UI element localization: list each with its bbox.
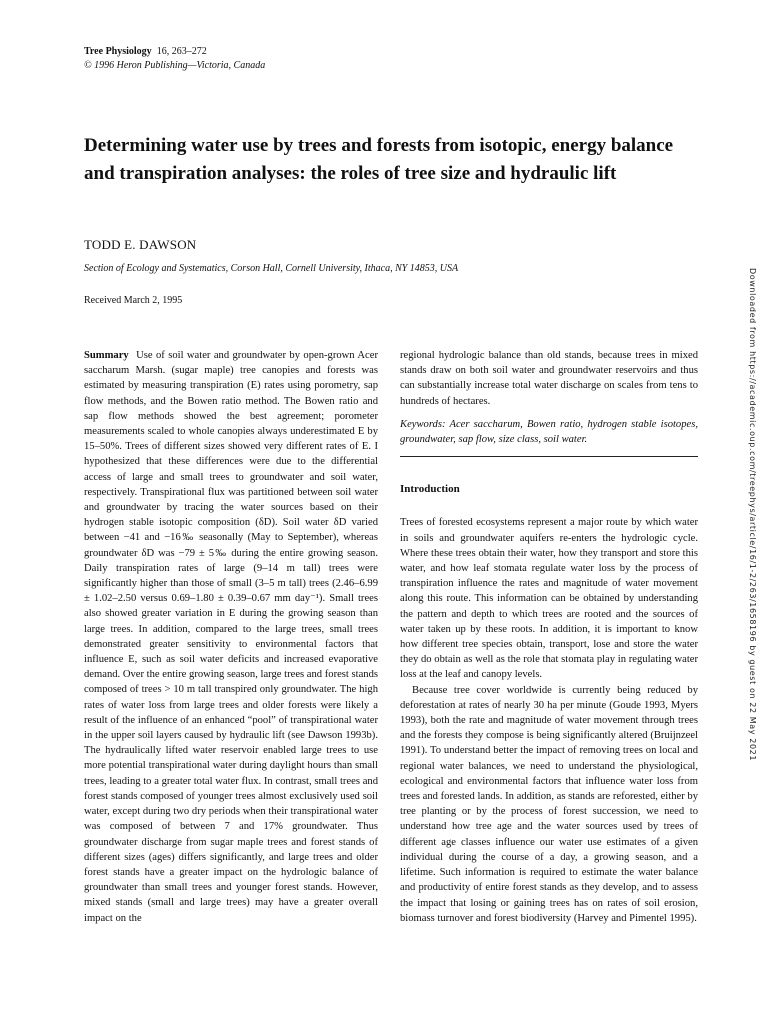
received-date: Received March 2, 1995 <box>84 295 183 306</box>
keywords <box>400 417 698 447</box>
journal-header <box>84 45 265 73</box>
author-affiliation: Section of Ecology and Systematics, Corson Hall, Cornell University, Ithaca, NY 14853, USA <box>84 263 459 274</box>
section-heading-introduction: Introduction <box>400 483 460 496</box>
keywords-label: Keywords: <box>400 418 446 430</box>
right-column <box>400 348 698 926</box>
journal-name: Tree Physiology <box>84 46 152 57</box>
volume-pages: 16, 263–272 <box>156 46 207 57</box>
intro-paragraph-1: Trees of forested ecosystems represent a major route by which water in soils and groundwater aquifers re-enters the hydrologic cycle. Where these trees obtain their water, how they transport and store this water, and how leaf stomata regulate water loss by the process of transpiration influence the rates and magnitude of water movement along this route. This information can be obtained by understanding the pattern and depth to which trees are rooted and the sources of water taken up by these roots. In addition, it is important to know how different tree species obtain, transport, lose and store the water they do obtain as well as the role that stomata play in regulating water loss at the leaf and canopy levels. <box>400 517 698 681</box>
summary-text-part-1: Use of soil water and groundwater by open-grown Acer saccharum Marsh. (sugar maple) tree canopies and forests was estimated by measuring transpiration (E) rates using porometry, sap flow methods, and the Bowen ratio method. The Bowen ratio and sap flow methods showed the best agreement; porometer measurements scaled to whole canopies always underestimated E by 15–50%. Trees of different sizes showed very different rates of E. I hypothesized that these differences were due to the differential access of large and small trees to groundwater and soil water, respectively. Transpirational flux was partitioned between soil water and groundwater by tracing the water sources based on their hydrogen stable isotopic composition (δD). Soil water δD varied between −41 and −16‰ seasonally (May to September), whereas groundwater δD was −79 ± 5‰ during the entire growing season. Daily transpiration rates of large (9–14 m tall) trees were significantly higher than those of small (3–5 m tall) trees (2.46–6.99 ± 1.02–2.50 versus 0.69–1.80 ± 0.39–0.67 mm day⁻¹). Small trees also showed greater variation in E during the growing season than large trees. In addition, compared to the large trees, small trees demonstrated greater sensitivity to environmental factors that influence E, such as soil water deficits and increased evaporative demand. Over the entire growing season, large trees and forest stands composed of trees > 10 m tall transpired only groundwater. The high rates of water loss from large trees and older forests were likely a result of the influence of an enhanced “pool” of transpirational water in the upper soil layers caused by hydraulic lift (see Dawson 1993b). The hydraulically lifted water reservoir enabled large trees to use more potential transpirational water during daylight hours than small trees, leading to a greater total water flux. In contrast, small trees and forest stands composed of younger trees almost exclusively used soil water, except during two dry periods when their transpirational water was composed of between 7 and 17% groundwater. Thus groundwater discharge from sugar maple trees and forest stands of different sizes (ages) differs significantly, and large trees and older forest stands have a greater impact on the hydrologic balance of groundwater than small trees and younger forest stands. However, mixed stands (small and large trees) may have a greater overall impact on the <box>84 350 378 924</box>
summary-continuation: regional hydrologic balance than old stands, because trees in mixed stands draw on both soil water and groundwater reservoirs and thus can substantially increase total water discharge on scales from tens to hundreds of hectares. <box>400 350 698 407</box>
keywords-text: Acer saccharum, Bowen ratio, hydrogen stable isotopes, groundwater, sap flow, size class, soil water. <box>400 418 698 446</box>
journal-citation <box>84 45 265 59</box>
intro-paragraph-2: Because tree cover worldwide is currently being reduced by deforestation at rates of nearly 30 ha per minute (Goude 1993, Myers 1993), both the rate and magnitude of water movement through trees and the forests they compose is being significantly altered (Bruijnzeel 1991). To understand better the impact of removing trees on local and regional water balances, we need to understand the physiological, ecological and environmental factors that influence water loss from trees and forested lands. In addition, as stands are reforested, either by tree planting or by the process of forest succession, we need to understand how tree age and the water sources used by trees of different age classes influence our water use estimates of a given individual during the course of a day, a growing season, and a lifetime. Such information is required to estimate the water balance and productivity of entire forest stands as they develop, and to assess the impact that losing or gaining trees has on rates of soil erosion, biomass turnover and forest biodiversity (Harvey and Pimentel 1995). <box>400 684 698 924</box>
download-watermark: Downloaded from https://academic.oup.com/treephys/article/16/1-2/263/1658196 by guest on 22 May 2021 <box>748 268 757 762</box>
left-column <box>84 348 378 926</box>
author-name: TODD E. DAWSON <box>84 237 197 252</box>
summary-paragraph-1 <box>84 348 378 926</box>
publisher-line: © 1996 Heron Publishing—Victoria, Canada <box>84 60 266 71</box>
summary-label: Summary <box>84 350 129 361</box>
divider-rule <box>400 456 698 457</box>
article-title: Determining water use by trees and forests from isotopic, energy balance and transpiration analyses: the roles of tree size and hydraulic lift <box>84 135 674 184</box>
